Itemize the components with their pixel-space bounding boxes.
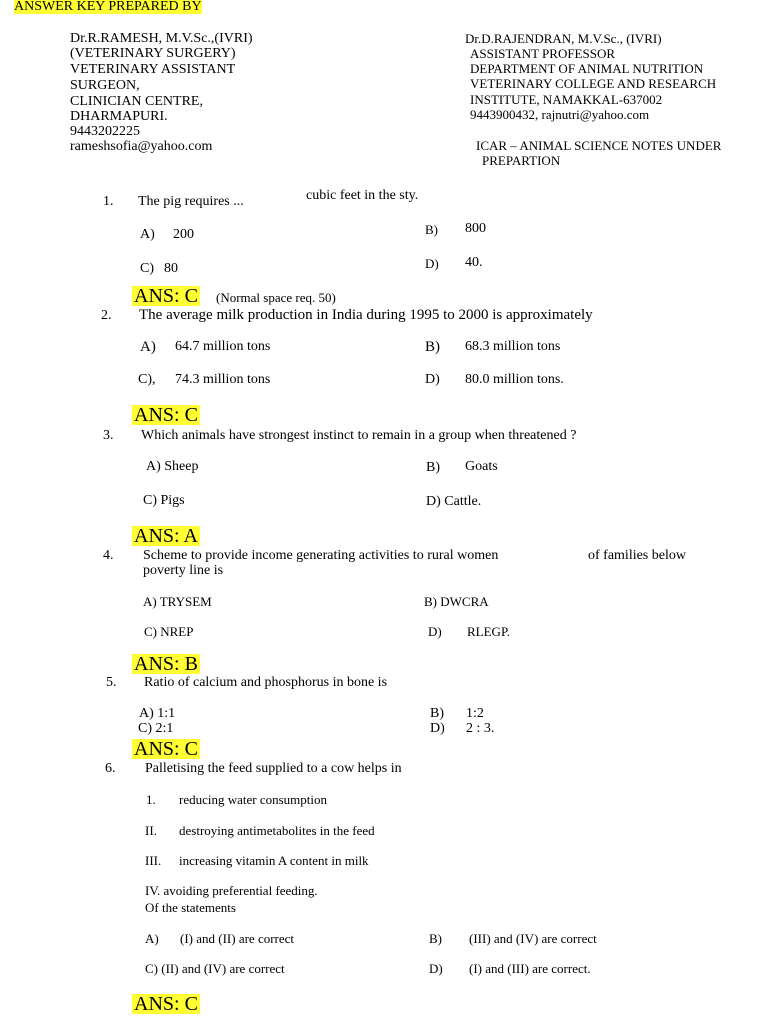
answer-note: (Normal space req. 50) <box>216 290 336 305</box>
option-d: (I) and (III) are correct. <box>469 961 591 976</box>
option-letter: D) <box>428 624 442 639</box>
option-a: 200 <box>173 227 194 242</box>
option-d: 2 : 3. <box>466 721 495 736</box>
statement-text: increasing vitamin A content in milk <box>179 853 369 868</box>
statement-text: Of the statements <box>145 900 236 915</box>
author-line: ASSISTANT PROFESSOR <box>470 46 616 61</box>
statement-number: III. <box>145 853 162 868</box>
header-title: ANSWER KEY PREPARED BY <box>14 0 202 14</box>
option-c: 80 <box>164 261 178 276</box>
option-b: 68.3 million tons <box>465 339 561 354</box>
option-letter: D) <box>429 961 443 976</box>
author-email: rameshsofia@yahoo.com <box>70 139 213 154</box>
answer-badge: ANS: C <box>134 285 198 307</box>
statement-text: destroying antimetabolites in the feed <box>179 823 375 838</box>
option-letter: A) <box>140 227 155 242</box>
author-line: VETERINARY COLLEGE AND RESEARCH <box>470 76 717 91</box>
option-b: 800 <box>465 221 486 236</box>
option-letter: D) <box>425 256 439 271</box>
statement-text: reducing water consumption <box>179 792 328 807</box>
statement-text: IV. avoiding preferential feeding. <box>145 883 318 898</box>
option-a: (I) and (II) are correct <box>180 931 295 946</box>
question-text: Ratio of calcium and phosphorus in bone is <box>144 675 388 690</box>
option-letter: C), <box>138 372 156 387</box>
option-a: A) TRYSEM <box>143 594 212 609</box>
author-line: (VETERINARY SURGERY) <box>70 46 236 61</box>
answer-badge: ANS: B <box>134 653 198 675</box>
author-line: SURGEON, <box>70 78 140 93</box>
author-line: INSTITUTE, NAMAKKAL-637002 <box>470 92 663 107</box>
author-contact: 9443900432, rajnutri@yahoo.com <box>470 107 650 122</box>
question-number: 5. <box>106 675 117 690</box>
author-line: Dr.R.RAMESH, M.V.Sc.,(IVRI) <box>70 31 253 46</box>
question-text: The average milk production in India during 1995 to 2000 is approximately <box>139 307 593 323</box>
option-b: 1:2 <box>466 706 484 721</box>
option-letter: B) <box>426 460 440 475</box>
option-d: D) Cattle. <box>426 494 482 509</box>
question-text: cubic feet in the sty. <box>306 188 419 203</box>
option-d: 40. <box>465 255 483 270</box>
option-letter: C) <box>140 261 154 276</box>
author-phone: 9443202225 <box>70 124 140 139</box>
answer-badge: ANS: C <box>134 404 198 426</box>
question-text: Which animals have strongest instinct to remain in a group when threatened ? <box>141 428 577 443</box>
option-a: A) 1:1 <box>139 706 176 721</box>
option-b: (III) and (IV) are correct <box>469 931 597 946</box>
question-text: Scheme to provide income generating activities to rural women <box>143 548 499 563</box>
question-number: 3. <box>103 428 114 443</box>
option-a: A) Sheep <box>146 459 199 474</box>
option-b: Goats <box>465 459 498 474</box>
option-c: C) NREP <box>144 624 194 639</box>
statement-number: 1. <box>146 792 156 807</box>
author-line: VETERINARY ASSISTANT <box>70 62 236 77</box>
author-line: DHARMAPURI. <box>70 109 168 124</box>
question-number: 4. <box>103 548 114 563</box>
option-letter: B) <box>429 931 442 946</box>
option-d: 80.0 million tons. <box>465 372 564 387</box>
question-number: 2. <box>101 308 112 323</box>
option-c: C) 2:1 <box>138 721 174 736</box>
question-text: of families below <box>588 548 686 563</box>
answer-badge: ANS: C <box>134 738 198 760</box>
option-letter: B) <box>425 222 438 237</box>
option-c: C) Pigs <box>143 493 185 508</box>
statement-number: II. <box>145 823 157 838</box>
option-a: 64.7 million tons <box>175 339 271 354</box>
question-number: 1. <box>103 194 114 209</box>
answer-badge: ANS: C <box>134 993 198 1015</box>
option-b: B) DWCRA <box>424 594 489 609</box>
notes-status: PREPARTION <box>482 153 561 168</box>
answer-badge: ANS: A <box>134 525 198 547</box>
option-c: 74.3 million tons <box>175 372 271 387</box>
option-letter: A) <box>140 339 156 355</box>
option-letter: B) <box>425 339 440 355</box>
author-line: CLINICIAN CENTRE, <box>70 94 203 109</box>
author-line: Dr.D.RAJENDRAN, M.V.Sc., (IVRI) <box>465 31 662 46</box>
notes-status: ICAR – ANIMAL SCIENCE NOTES UNDER <box>476 138 722 153</box>
option-d: RLEGP. <box>467 624 510 639</box>
option-letter: D) <box>425 372 440 387</box>
question-text: The pig requires ... <box>138 194 244 209</box>
question-number: 6. <box>105 761 116 776</box>
question-text: Palletising the feed supplied to a cow helps in <box>145 761 402 776</box>
option-c: C) (II) and (IV) are correct <box>145 961 285 976</box>
option-letter: D) <box>430 721 445 736</box>
author-line: DEPARTMENT OF ANIMAL NUTRITION <box>470 61 704 76</box>
option-letter: B) <box>430 706 444 721</box>
question-text: poverty line is <box>143 563 224 578</box>
option-letter: A) <box>145 931 159 946</box>
